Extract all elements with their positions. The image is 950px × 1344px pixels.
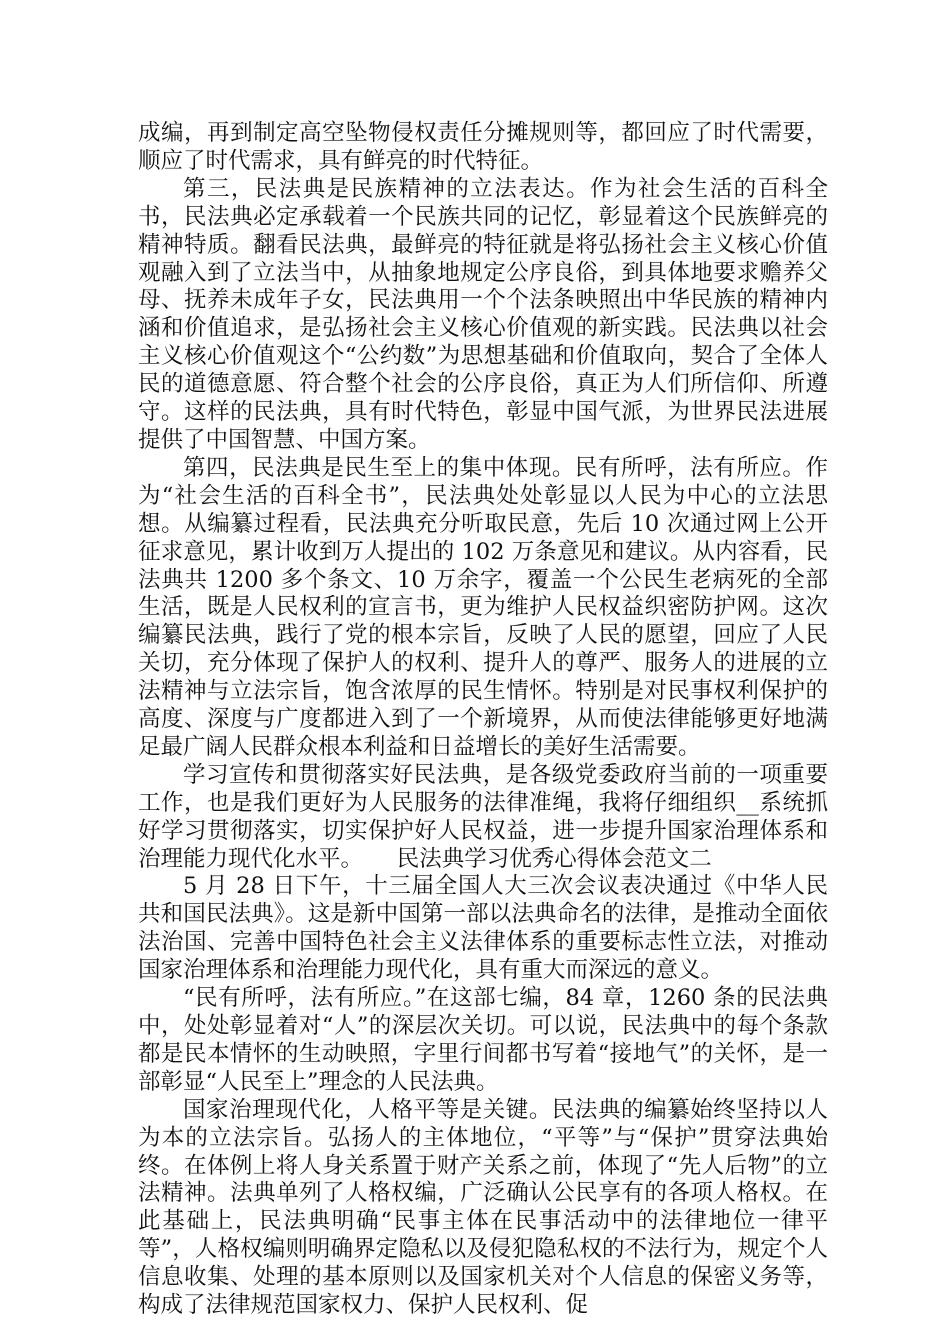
paragraph: 国家治理现代化，人格平等是关键。民法典的编纂始终坚持以人为本的立法宗旨。弘扬人的主体地位，“平等”与“保护”贯穿法典始终。在体例上将人身关系置于财产关系之前，体现了“先人后物”的立法精神。法典单列了人格权编，广泛确认公民享有的各项人格权。在此基础上，民法典明确“民事主体在民事活动中的法律地位一律平等”，人格权编则明确界定隐私以及侵犯隐私权的不法行为，规定个人信息收集、处理的基本原则以及国家机关对个人信息的保密义务等，构成了法律规范国家权力、保护人民权利、促 xyxy=(138,1096,828,1319)
paragraph: “民有所呼，法有所应。”在这部七编，84 章，1260 条的民法典中，处处彰显着对“人”的深层次关切。可以说，民法典中的每个条款都是民本情怀的生动映照，字里行间都书写着“接地气”的关怀，是一部彰显“人民至上”理念的人民法典。 xyxy=(138,985,828,1095)
document-body xyxy=(138,120,828,1320)
paragraph: 第三，民法典是民族精神的立法表达。作为社会生活的百科全书，民法典必定承载着一个民族共同的记忆，彰显着这个民族鲜亮的精神特质。翻看民法典，最鲜亮的特征就是将弘扬社会主义核心价值观融入到了立法当中，从抽象地规定公序良俗，到具体地要求赡养父母、抚养未成年子女，民法典用一个个法条映照出中华民族的精神内涵和价值追求，是弘扬社会主义核心价值观的新实践。民法典以社会主义核心价值观这个“公约数”为思想基础和价值取向，契合了全体人民的道德意愿、符合整个社会的公序良俗，真正为人们所信仰、所遵守。这样的民法典，具有时代特色，彰显中国气派，为世界民法进展提供了中国智慧、中国方案。 xyxy=(138,175,828,453)
paragraph: 学习宣传和贯彻落实好民法典，是各级党委政府当前的一项重要工作，也是我们更好为人民服务的法律准绳，我将仔细组织__系统抓好学习贯彻落实，切实保护好人民权益，进一步提升国家治理体系和治理能力现代化水平。 民法典学习优秀心得体会范文二 xyxy=(138,761,828,872)
paragraph: 第四，民法典是民生至上的集中体现。民有所呼，法有所应。作为“社会生活的百科全书”，民法典处处彰显以人民为中心的立法思想。从编纂过程看，民法典充分听取民意，先后 10 次通过网上公开征求意见，累计收到万人提出的 102 万条意见和建议。从内容看，民法典共 1200 多个条文、10 万余字，覆盖一个公民生老病死的全部生活，既是人民权利的宣言书，更为维护人民权益织密防护网。这次编纂民法典，践行了党的根本宗旨，反映了人民的愿望，回应了人民关切，充分体现了保护人的权利、提升人的尊严、服务人的进展的立法精神与立法宗旨，饱含浓厚的民生情怀。特别是对民事权利保护的高度、深度与广度都进入到了一个新境界，从而使法律能够更好地满足最广阔人民群众根本利益和日益增长的美好生活需要。 xyxy=(138,454,828,760)
paragraph: 5 月 28 日下午，十三届全国人大三次会议表决通过《中华人民共和国民法典》。这是新中国第一部以法典命名的法律，是推动全面依法治国、完善中国特色社会主义法律体系的重要标志性立法，对推动国家治理体系和治理能力现代化，具有重大而深远的意义。 xyxy=(138,873,828,984)
paragraph: 成编，再到制定高空坠物侵权责任分摊规则等，都回应了时代需要，顺应了时代需求，具有鲜亮的时代特征。 xyxy=(138,120,828,174)
